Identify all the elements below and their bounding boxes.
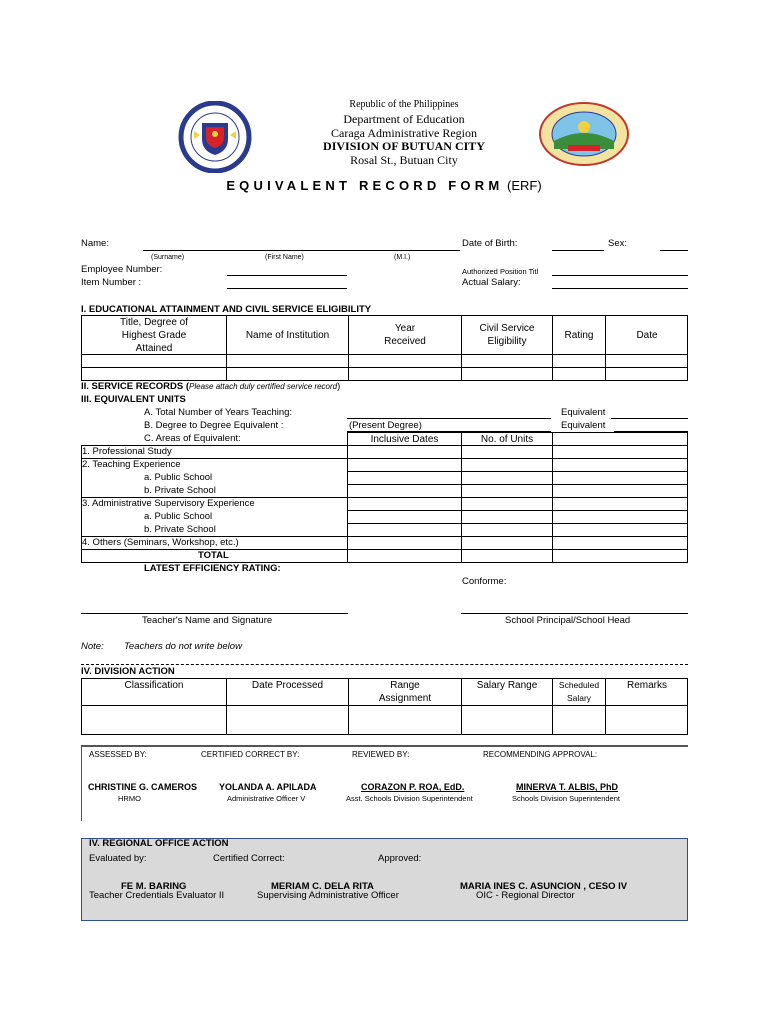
row-teaching-private: b. Private School <box>144 485 216 496</box>
approved-label: Approved: <box>378 853 422 864</box>
edu-col-year: Year Received <box>384 323 426 347</box>
evaluated-by-label: Evaluated by: <box>89 853 147 864</box>
row-teaching-public: a. Public School <box>144 472 213 483</box>
areas-label: C. Areas of Equivalent: <box>144 433 241 444</box>
row-others: 4. Others (Seminars, Workshop, etc.) <box>82 537 239 548</box>
edu-col-eligibility: Civil Service Eligibility <box>479 323 535 347</box>
edu-col-degree: Title, Degree of Highest Grade Attained <box>120 316 188 354</box>
row-admin-experience: 3. Administrative Supervisory Experience <box>82 498 255 509</box>
dob-label: Date of Birth: <box>462 238 518 249</box>
regional-1-name: FE M. BARING <box>121 881 187 892</box>
regional-office-panel <box>81 838 688 921</box>
division-seal-right <box>538 101 630 167</box>
employee-number-label: Employee Number: <box>81 264 163 275</box>
years-teaching-field[interactable] <box>347 418 551 419</box>
regional-1-title: Teacher Credentials Evaluator II <box>89 890 225 901</box>
row-teaching-experience: 2. Teaching Experience <box>82 459 181 470</box>
signatory-1-title: HRMO <box>118 794 141 803</box>
principal-signature-line[interactable] <box>461 613 688 614</box>
div-col-remarks: Remarks <box>626 679 667 691</box>
item-number-field[interactable] <box>227 288 347 289</box>
signatory-4-name: MINERVA T. ALBIS, PhD <box>516 782 619 792</box>
edu-col-institution: Name of Institution <box>245 329 330 341</box>
conforme-label: Conforme: <box>462 576 507 587</box>
position-field[interactable] <box>552 275 688 276</box>
division-text: DIVISION OF BUTUAN CITY <box>323 139 485 153</box>
salary-label: Actual Salary: <box>462 277 521 288</box>
employee-number-field[interactable] <box>227 275 347 276</box>
republic-text: Republic of the Philippines <box>349 99 459 110</box>
firstname-hint: (First Name) <box>265 254 304 261</box>
position-label: Authorized Position Titl <box>462 267 539 276</box>
form-title <box>200 178 568 193</box>
sex-field[interactable] <box>660 250 688 251</box>
degree-equivalent-label: B. Degree to Degree Equivalent : <box>144 420 284 431</box>
service-record-note: Please attach duly certified service record <box>189 382 338 391</box>
certified-correct-by-label: CERTIFIED CORRECT BY: <box>201 750 300 759</box>
teacher-signature-line[interactable] <box>81 613 348 614</box>
section3-heading: III. EQUIVALENT UNITS <box>81 394 186 405</box>
regional-certified-correct-label: Certified Correct: <box>213 853 285 864</box>
name-label: Name: <box>81 238 109 249</box>
teacher-signature-label: Teacher's Name and Signature <box>142 615 273 626</box>
signatory-1-name: CHRISTINE G. CAMEROS <box>88 782 198 792</box>
regional-2-name: MERIAM C. DELA RITA <box>271 881 374 892</box>
row-admin-private: b. Private School <box>144 524 216 535</box>
section1-heading: I. EDUCATIONAL ATTAINMENT AND CIVIL SERVICE ELIGIBILITY <box>81 304 372 315</box>
form-title-abbr: (ERF) <box>507 178 542 193</box>
div-col-salary-range: Salary Range <box>476 679 538 691</box>
no-of-units-header: No. of Units <box>480 433 534 445</box>
reviewed-by-label: REVIEWED BY: <box>352 750 410 759</box>
regional-3-name: MARIA INES C. ASUNCION , CESO IV <box>460 881 628 892</box>
name-field[interactable] <box>143 250 460 251</box>
signatory-3-title: Asst. Schools Division Superintendent <box>346 794 473 803</box>
salary-field[interactable] <box>552 288 688 289</box>
assessed-by-label: ASSESSED BY: <box>89 750 147 759</box>
years-teaching-label: A. Total Number of Years Teaching: <box>144 407 293 418</box>
edu-col-date: Date <box>636 329 658 341</box>
regional-2-title: Supervising Administrative Officer <box>257 890 399 901</box>
principal-signature-label: School Principal/School Head <box>505 615 631 626</box>
cut-line <box>81 664 688 665</box>
division-action-heading: IV. DIVISION ACTION <box>81 666 175 677</box>
sex-label: Sex: <box>608 238 628 249</box>
div-col-date-processed: Date Processed <box>251 679 324 691</box>
signatory-4-title: Schools Division Superintendent <box>512 794 620 803</box>
department-text: Department of Education <box>343 112 465 126</box>
inclusive-dates-header: Inclusive Dates <box>370 433 439 445</box>
present-degree-hint: (Present Degree) <box>349 420 422 431</box>
equivalent-a-field[interactable] <box>611 418 688 419</box>
efficiency-rating-label: LATEST EFFICIENCY RATING: <box>144 563 281 574</box>
signatory-2-title: Administrative Officer V <box>227 794 306 803</box>
equivalent-a-label: Equivalent <box>561 407 606 418</box>
signatory-3-name: CORAZON P. ROA, EdD. <box>361 782 465 792</box>
deped-seal-left <box>172 101 258 173</box>
section2-heading: II. SERVICE RECORDS (Please attach duly certified service record) <box>81 381 341 392</box>
row-admin-public: a. Public School <box>144 511 213 522</box>
total-label: TOTAL <box>198 550 229 561</box>
div-col-scheduled-salary: Scheduled Salary <box>558 680 600 703</box>
note-label: Note: <box>81 641 104 652</box>
mi-hint: (M.I.) <box>394 254 411 261</box>
region-text: Caraga Administrative Region <box>331 126 477 140</box>
regional-heading: IV. REGIONAL OFFICE ACTION <box>89 838 229 849</box>
signatory-2-name: YOLANDA A. APILADA <box>219 782 317 792</box>
address-text: Rosal St., Butuan City <box>350 153 458 167</box>
regional-3-title: OIC - Regional Director <box>476 890 575 901</box>
surname-hint: (Surname) <box>151 254 185 261</box>
row-professional-study: 1. Professional Study <box>82 446 172 457</box>
note-text: Teachers do not write below <box>124 641 242 652</box>
equivalent-b-label: Equivalent <box>561 420 606 431</box>
div-col-classification: Classification <box>124 679 184 691</box>
form-title-main: EQUIVALENT RECORD FORM <box>226 178 504 193</box>
dob-field[interactable] <box>552 250 604 251</box>
div-col-range-assignment: Range Assignment <box>378 680 432 704</box>
edu-col-rating: Rating <box>564 329 594 341</box>
item-number-label: Item Number : <box>81 277 142 288</box>
recommending-approval-label: RECOMMENDING APPROVAL: <box>483 750 598 759</box>
